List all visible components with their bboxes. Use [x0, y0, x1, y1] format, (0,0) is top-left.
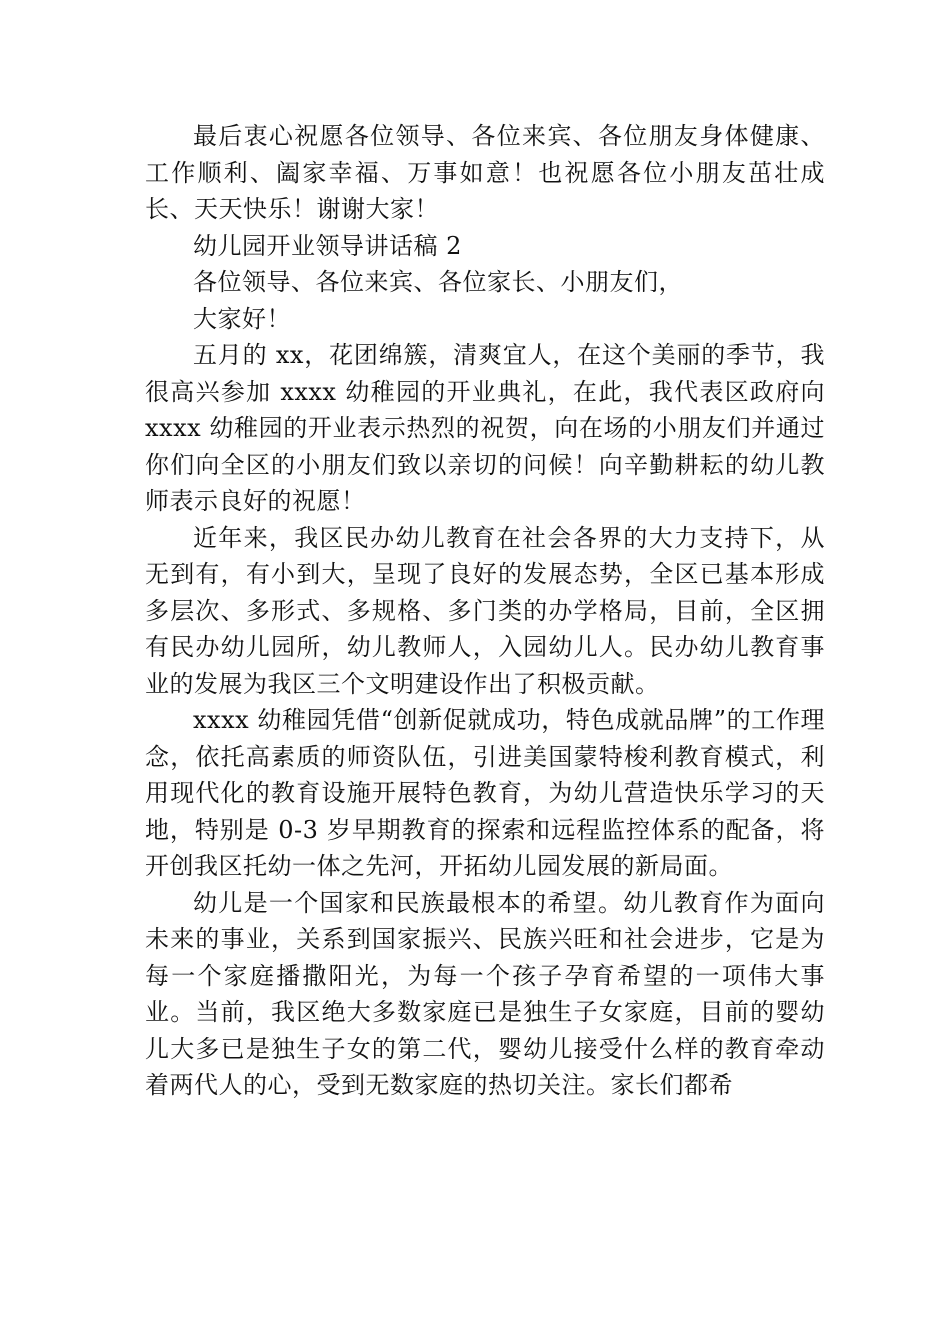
body-paragraph: 近年来，我区民办幼儿教育在社会各界的大力支持下，从无到有，有小到大，呈现了良好的发展态势，全区已基本形成多层次、多形式、多规格、多门类的办学格局，目前，全区拥有民办幼儿园所，幼儿教师人，入园幼儿人。民办幼儿教育事业的发展为我区三个文明建设作出了积极贡献。	[145, 523, 825, 698]
body-paragraph: 幼儿是一个国家和民族最根本的希望。幼儿教育作为面向未来的事业，关系到国家振兴、民族兴旺和社会进步，它是为每一个家庭播撒阳光，为每一个孩子孕育希望的一项伟大事业。当前，我区绝大多数家庭已是独生子女家庭，目前的婴幼儿大多已是独生子女的第二代，婴幼儿接受什么样的教育牵动着两代人的心，受到无数家庭的热切关注。家长们都希	[145, 888, 825, 1099]
document-body	[145, 118, 825, 1104]
body-paragraph: xxxx 幼稚园凭借“创新促就成功，特色成就品牌”的工作理念，依托高素质的师资队伍，引进美国蒙特梭利教育模式，利用现代化的教育设施开展特色教育，为幼儿营造快乐学习的天地，特别是 0-3 岁早期教育的探索和远程监控体系的配备，将开创我区托幼一体之先河，开拓幼儿园发展的新局面。	[145, 706, 825, 880]
body-paragraph: 五月的 xx，花团绵簇，清爽宜人，在这个美丽的季节，我很高兴参加 xxxx 幼稚园的开业典礼，在此，我代表区政府向 xxxx 幼稚园的开业表示热烈的祝贺，向在场的小朋友们并通过你们向全区的小朋友们致以亲切的问候！向辛勤耕耘的幼儿教师表示良好的祝愿！	[145, 341, 825, 515]
salutation: 各位领导、各位来宾、各位家长、小朋友们，	[193, 268, 683, 296]
greeting: 大家好！	[193, 304, 291, 333]
closing-paragraph: 最后衷心祝愿各位领导、各位来宾、各位朋友身体健康、工作顺利、阖家幸福、万事如意！也祝愿各位小朋友茁壮成长、天天快乐！谢谢大家！	[145, 122, 825, 223]
section-title: 幼儿园开业领导讲话稿 2	[193, 231, 462, 260]
